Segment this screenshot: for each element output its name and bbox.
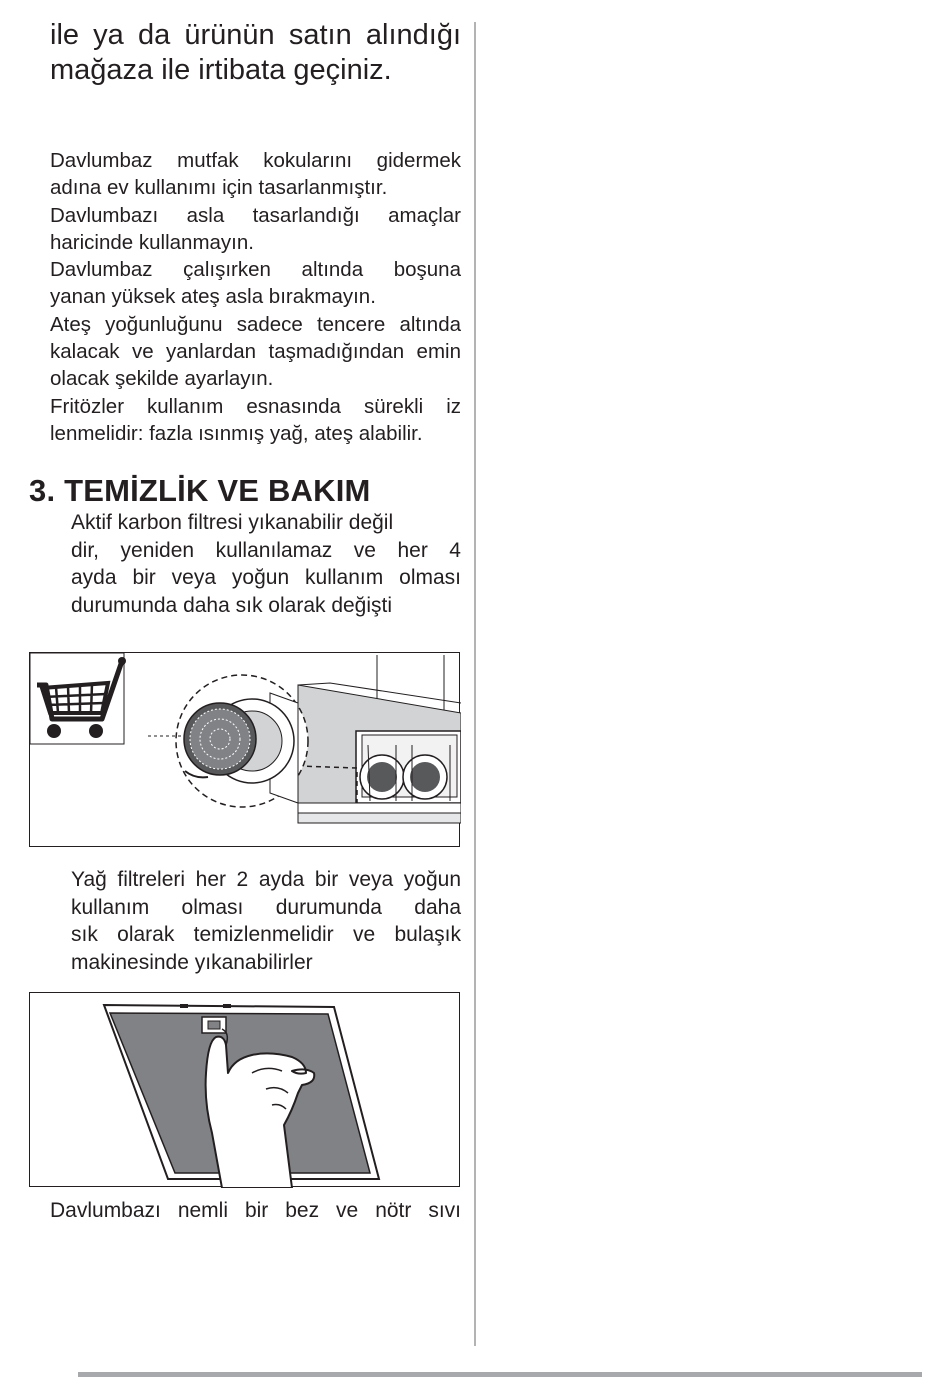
intro-line: mağaza ile irtibata geçiniz.: [50, 54, 392, 86]
safety-line: Davlumbaz çalışırken altında boşuna: [50, 258, 461, 282]
safety-line: Davlumbazı asla tasarlandığı amaçlar: [50, 203, 461, 227]
grease-filter-figure: [29, 992, 460, 1187]
carbon-filter-paragraph: [71, 509, 461, 619]
filter-zoom-detail: [148, 675, 308, 807]
safety-line: Ateş yoğunluğunu sadece tencere altında: [50, 312, 461, 336]
safety-line: adına ev kullanımı için tasarlanmıştır.: [50, 176, 388, 200]
carbon-line: Aktif karbon filtresi yıkanabilir değil: [71, 511, 394, 534]
hood-drawing: [298, 655, 461, 823]
safety-line: Fritözler kullanım esnasında sürekli iz: [50, 394, 461, 418]
footer-bar: [78, 1372, 922, 1377]
safety-paragraph: [50, 147, 461, 447]
grease-line: kullanım olması durumunda daha: [71, 895, 461, 919]
safety-line: yanan yüksek ateş asla bırakmayın.: [50, 285, 376, 309]
intro-line: ile ya da ürünün satın alındığı: [50, 19, 461, 51]
grease-line: sık olarak temizlenmelidir ve bulaşık: [71, 923, 461, 946]
safety-line: kalacak ve yanlardan taşmadığından emin: [50, 340, 461, 364]
safety-line: lenmelidir: fazla ısınmış yağ, ateş alabilir.: [50, 421, 423, 445]
carbon-line: dir, yeniden kullanılamaz ve her 4: [71, 538, 461, 562]
safety-line: Davlumbaz mutfak kokularını gidermek: [50, 149, 461, 172]
carbon-filter-figure: [29, 652, 460, 847]
grease-line: Yağ filtreleri her 2 ayda bir veya yoğun: [71, 868, 461, 891]
grease-line: makinesinde yıkanabilirler: [71, 950, 313, 974]
intro-paragraph: [50, 18, 461, 88]
safety-line: haricinde kullanmayın.: [50, 230, 254, 254]
safety-line: olacak şekilde ayarlayın.: [50, 367, 274, 391]
column-divider: [474, 22, 476, 1346]
grease-filter-paragraph: [71, 866, 461, 976]
final-line: Davlumbazı nemli bir bez ve nötr sıvı: [50, 1199, 461, 1222]
shopping-cart-icon: [30, 653, 126, 744]
carbon-line: ayda bir veya yoğun kullanım olması: [71, 566, 461, 589]
carbon-line: durumunda daha sık olarak değişti: [71, 593, 393, 617]
section-heading: 3. TEMİZLİK VE BAKIM: [29, 473, 371, 508]
